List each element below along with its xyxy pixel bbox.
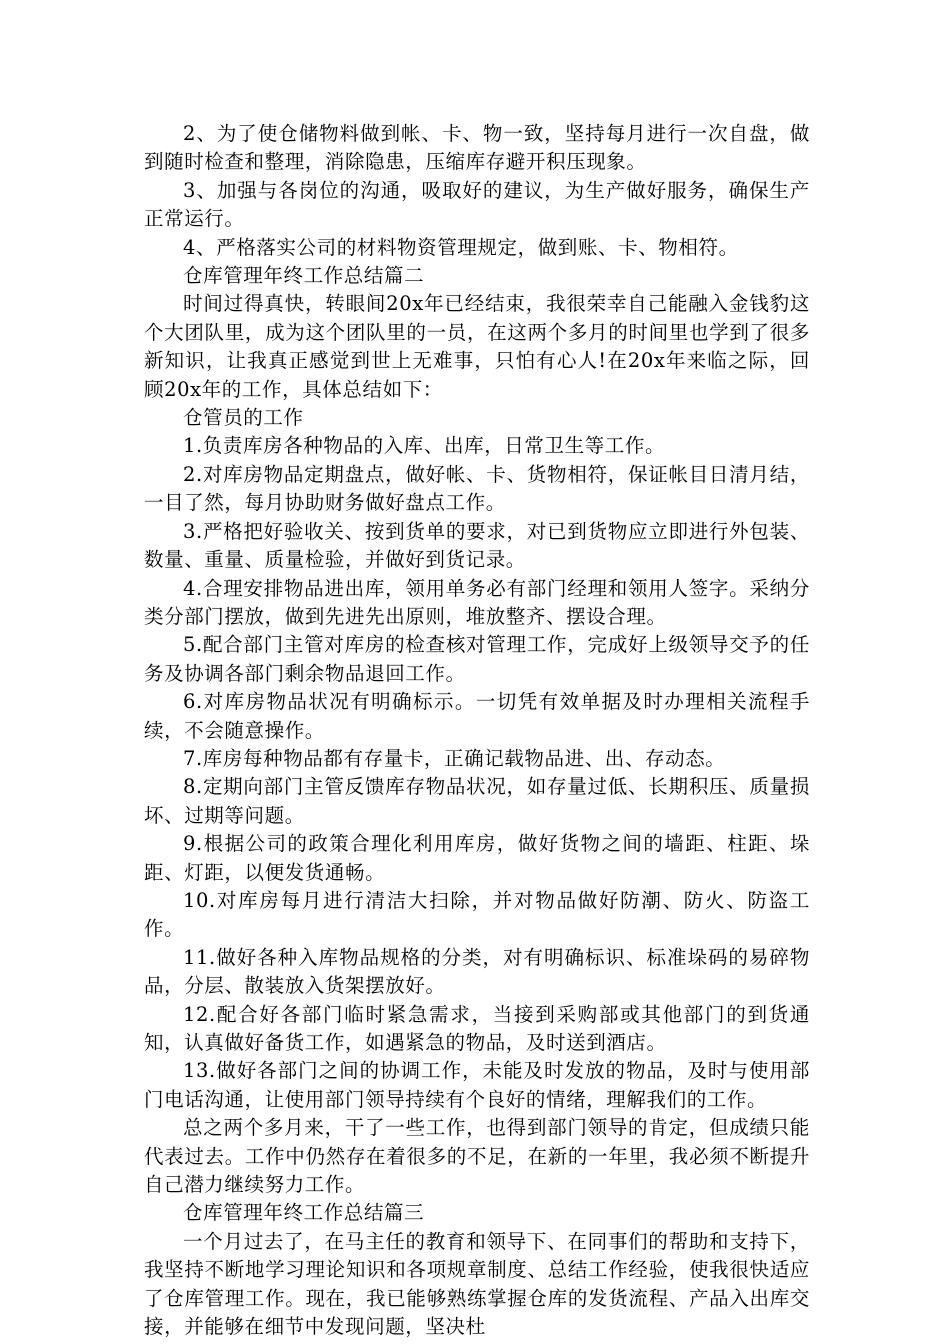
- paragraph-21: 一个月过去了，在马主任的教育和领导下、在同事们的帮助和支持下，我坚持不断地学习理论知识和各项规章制度、总结工作经验，使我很快适应了仓库管理工作。现在，我已能够熟练掌握仓库的发货流程、产品入出库交接，并能够在细节中发现问题，坚决杜: [144, 1229, 810, 1339]
- list-item-12: 12.配合好各部门临时紧急需求，当接到采购部或其他部门的到货通知，认真做好备货工作，如遇紧急的物品，及时送到酒店。: [144, 1002, 810, 1054]
- paragraph-1: 3、加强与各岗位的沟通，吸取好的建议，为生产做好服务，确保生产正常运行。: [144, 178, 810, 231]
- list-item-13: 13.做好各部门之间的协调工作，未能及时发放的物品，及时与使用部门电话沟通，让使用部门领导持续有个良好的情绪，理解我们的工作。: [144, 1059, 810, 1111]
- list-item-7: 7.库房每种物品都有存量卡，正确记载物品进、出、存动态。: [183, 746, 726, 770]
- document-body: [144, 120, 810, 1341]
- list-item-3: 3.严格把好验收关、按到货单的要求，对已到货物应立即进行外包装、数量、重量、质量检验，并做好到货记录。: [144, 519, 810, 572]
- list-item-5: 5.配合部门主管对库房的检查核对管理工作，完成好上级领导交予的任务及协调各部门剩余物品退回工作。: [144, 633, 810, 685]
- paragraph-2: 4、严格落实公司的材料物资管理规定，做到账、卡、物相符。: [183, 235, 739, 259]
- section-heading-3: 仓库管理年终工作总结篇三: [183, 1201, 425, 1225]
- list-item-11: 11.做好各种入库物品规格的分类，对有明确标识、标准垛码的易碎物品，分层、散装放入货架摆放好。: [144, 945, 810, 998]
- list-item-6: 6.对库房物品状况有明确标示。一切凭有效单据及时办理相关流程手续，不会随意操作。: [144, 690, 810, 742]
- list-item-8: 8.定期向部门主管反馈库存物品状况，如存量过低、长期积压、质量损坏、过期等问题。: [144, 775, 810, 827]
- list-item-9: 9.根据公司的政策合理化利用库房，做好货物之间的墙距、柱距、垛距、灯距，以便发货通畅。: [144, 832, 810, 884]
- list-item-2: 2.对库房物品定期盘点，做好帐、卡、货物相符，保证帐目日清月结，一目了然，每月协助财务做好盘点工作。: [144, 462, 810, 515]
- list-item-10: 10.对库房每月进行清洁大扫除，并对物品做好防潮、防火、防盗工作。: [144, 888, 810, 941]
- paragraph-0: 2、为了使仓储物料做到帐、卡、物一致，坚持每月进行一次自盘，做到随时检查和整理，消除隐患，压缩库存避开积压现象。: [144, 122, 810, 174]
- summary-paragraph: 总之两个多月来，干了一些工作，也得到部门领导的肯定，但成绩只能代表过去。工作中仍然存在着很多的不足，在新的一年里，我必须不断提升自己潜力继续努力工作。: [144, 1116, 810, 1197]
- subsection-heading: 仓管员的工作: [183, 406, 304, 430]
- list-item-4: 4.合理安排物品进出库，领用单务必有部门经理和领用人签字。采纳分类分部门摆放，做到先进先出原则，堆放整齐、摆设合理。: [144, 576, 810, 628]
- paragraph-4: 时间过得真快，转眼间20x年已经结束，我很荣幸自己能融入金钱豹这个大团队里，成为这个团队里的一员，在这两个多月的时间里也学到了很多新知识，让我真正感觉到世上无难事，只怕有心人!在20x年来临之际，回顾20x年的工作，具体总结如下：: [144, 292, 810, 401]
- list-item-1: 1.负责库房各种物品的入库、出库，日常卫生等工作。: [183, 434, 666, 458]
- section-heading-2: 仓库管理年终工作总结篇二: [183, 264, 425, 288]
